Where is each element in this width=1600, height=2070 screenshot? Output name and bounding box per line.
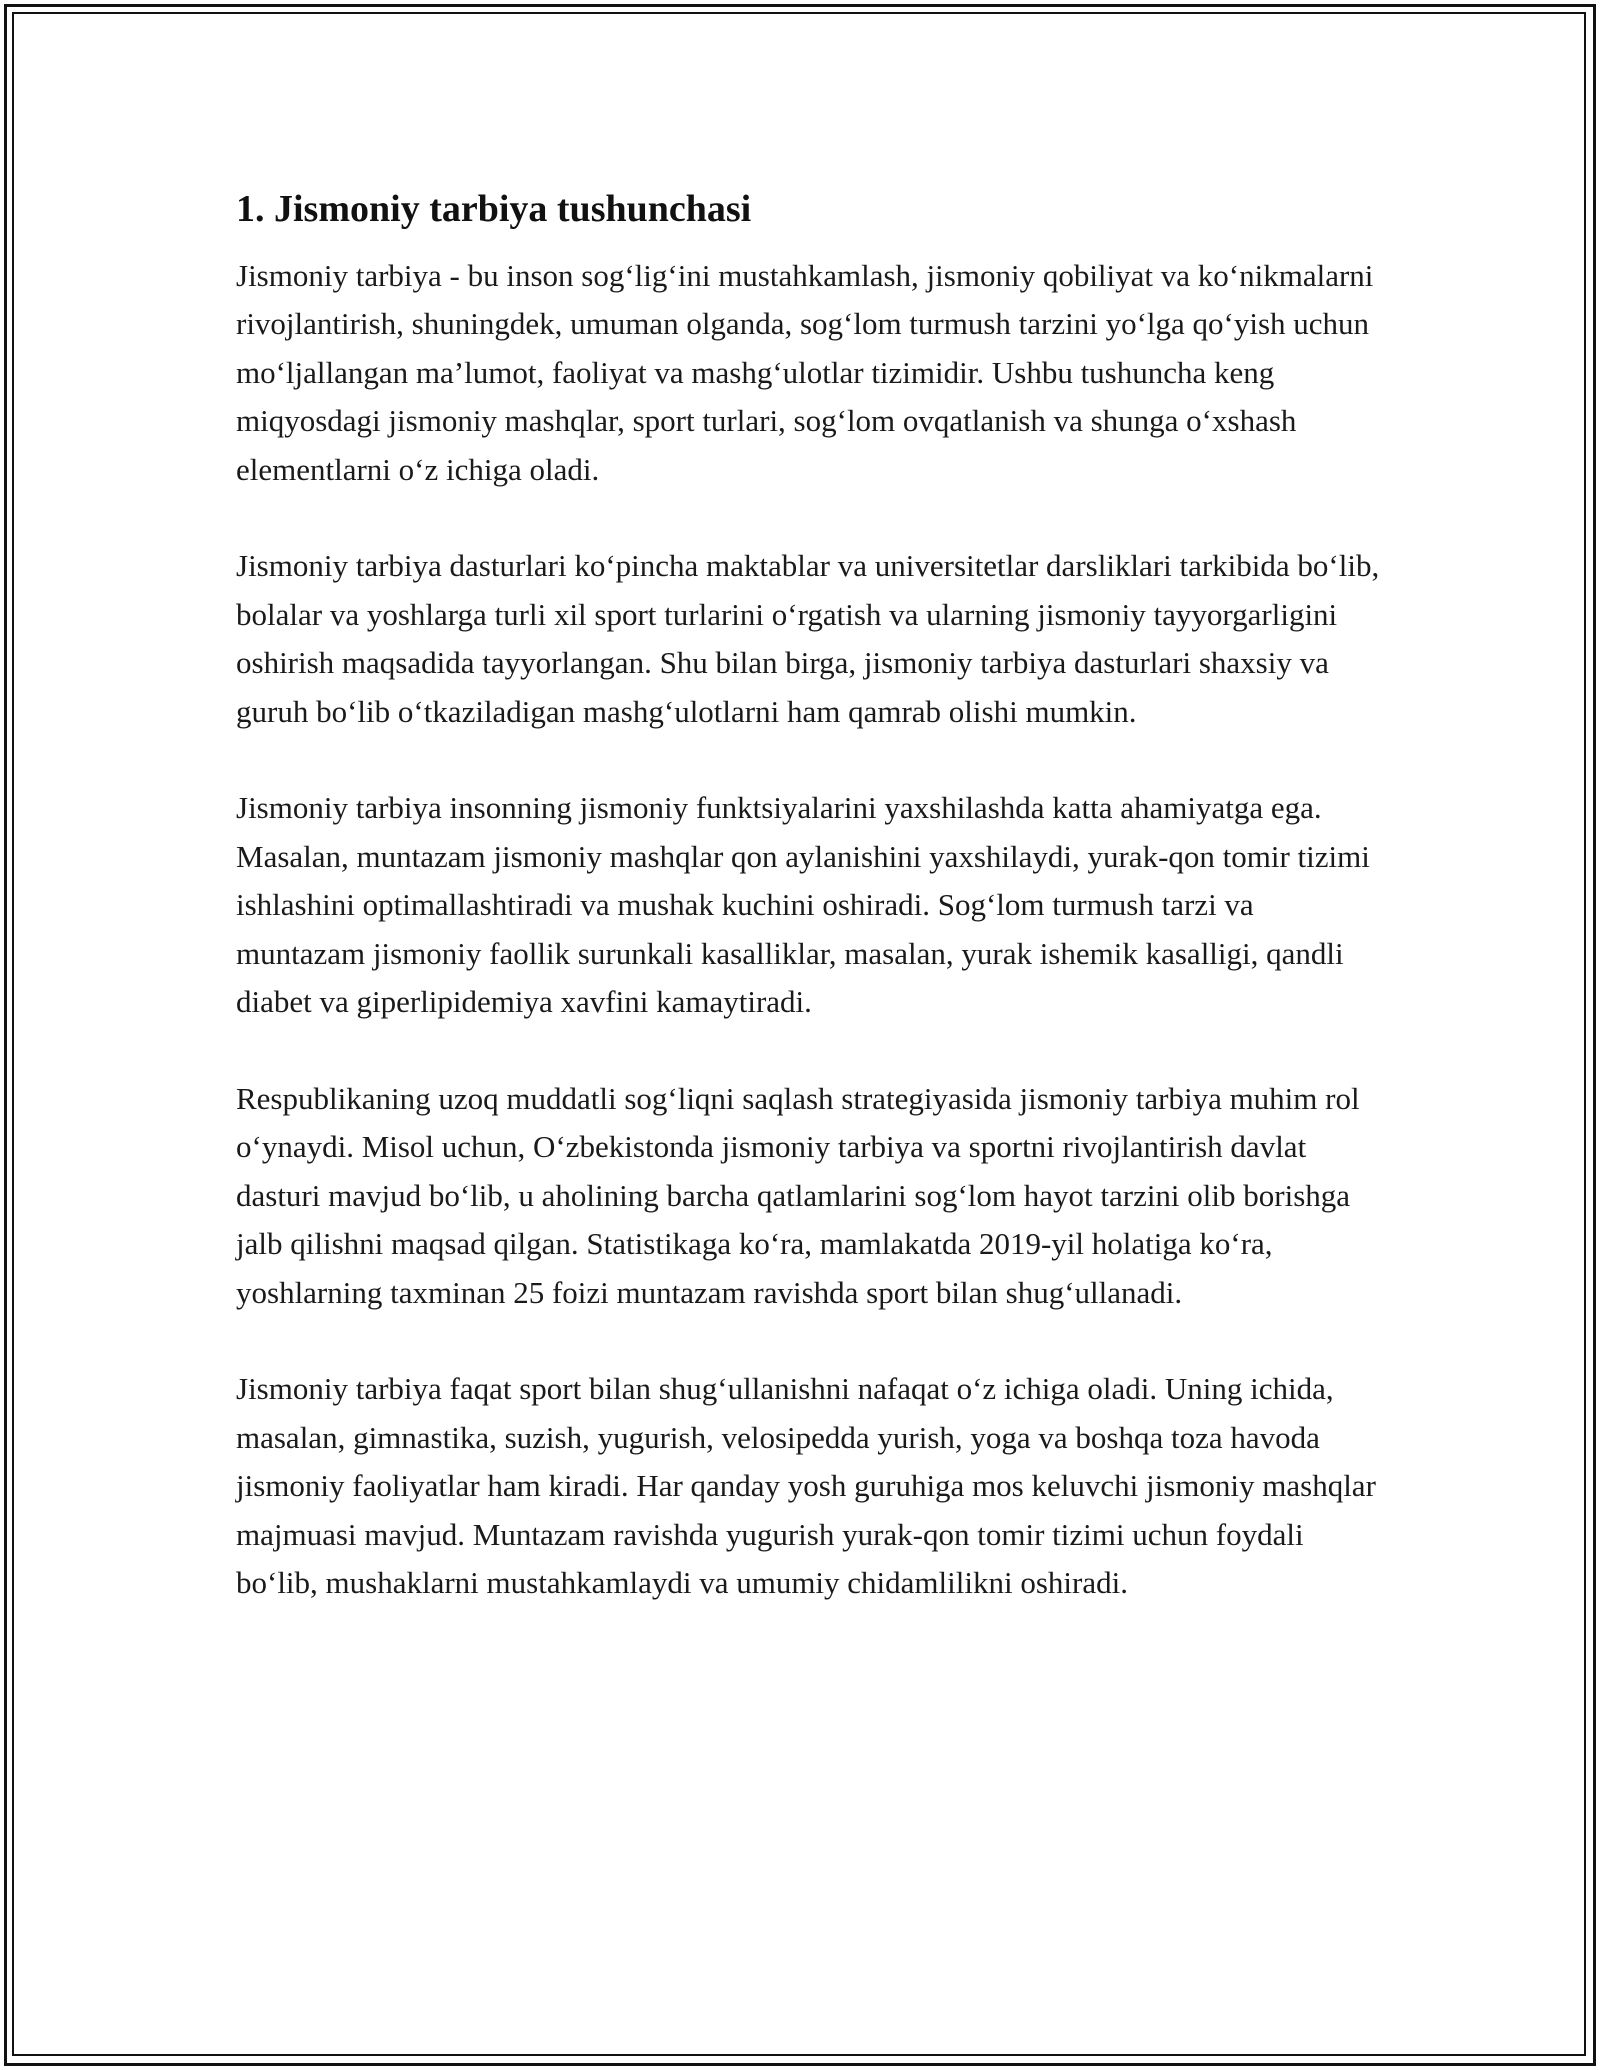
section-title: 1. Jismoniy tarbiya tushunchasi [236,188,752,230]
document-body [236,186,1386,1656]
paragraph-activities: Jismoniy tarbiya faqat sport bilan shug‘ullanishni nafaqat o‘z ichiga oladi. Uning ichida, masalan, gimnastika, suzish, yugurish, velosipedda yurish, yoga va boshqa toza havoda jismoniy faoliyatlar ham kiradi. Har qanday yosh guruhiga mos keluvchi jismoniy mashqlar majmuasi mavjud. Muntazam ravishda yugurish yurak-qon tomir tizimi uchun foydali bo‘lib, mushaklarni mustahkamlaydi va umumiy chidamlilikni oshiradi. [236,1371,1376,1600]
paragraph-national-strategy: Respublikaning uzoq muddatli sog‘liqni saqlash strategiyasida jismoniy tarbiya muhim rol o‘ynaydi. Misol uchun, O‘zbekistonda jismoniy tarbiya va sportni rivojlantirish davlat dasturi mavjud bo‘lib, u aholining barcha qatlamlarini sog‘lom hayot tarzini olib borishga jalb qilishni maqsad qilgan. Statistikaga ko‘ra, mamlakatda 2019-yil holatiga ko‘ra, yoshlarning taxminan 25 foizi muntazam ravishda sport bilan shug‘ullanadi. [236,1080,1360,1310]
paragraph-definition: Jismoniy tarbiya - bu inson sog‘lig‘ini mustahkamlash, jismoniy qobiliyat va ko‘nikmalarni rivojlantirish, shuningdek, umuman olganda, sog‘lom turmush tarzini yo‘lga qo‘yish uchun mo‘ljallangan ma’lumot, faoliyat va mashg‘ulotlar tizimidir. Ushbu tushuncha keng miqyosdagi jismoniy mashqlar, sport turlari, sog‘lom ovqatlanish va shunga o‘xshash elementlarni o‘z ichiga oladi. [236,257,1374,487]
paragraph-programs: Jismoniy tarbiya dasturlari ko‘pincha maktablar va universitetlar darsliklari tarkibida bo‘lib, bolalar va yoshlarga turli xil sport turlarini o‘rgatish va ularning jismoniy tayyorgarligini oshirish maqsadida tayyorlangan. Shu bilan birga, jismoniy tarbiya dasturlari shaxsiy va guruh bo‘lib o‘tkaziladigan mashg‘ulotlarni ham qamrab olishi mumkin. [236,548,1380,729]
paragraph-health-benefits: Jismoniy tarbiya insonning jismoniy funktsiyalarini yaxshilashda katta ahamiyatga ega. Masalan, muntazam jismoniy mashqlar qon aylanishini yaxshilaydi, yurak-qon tomir tizimi ishlashini optimallashtiradi va mushak kuchini oshiradi. Sog‘lom turmush tarzi va muntazam jismoniy faollik surunkali kasalliklar, masalan, yurak ishemik kasalligi, qandli diabet va giperlipidemiya xavfini kamaytiradi. [236,790,1370,1019]
